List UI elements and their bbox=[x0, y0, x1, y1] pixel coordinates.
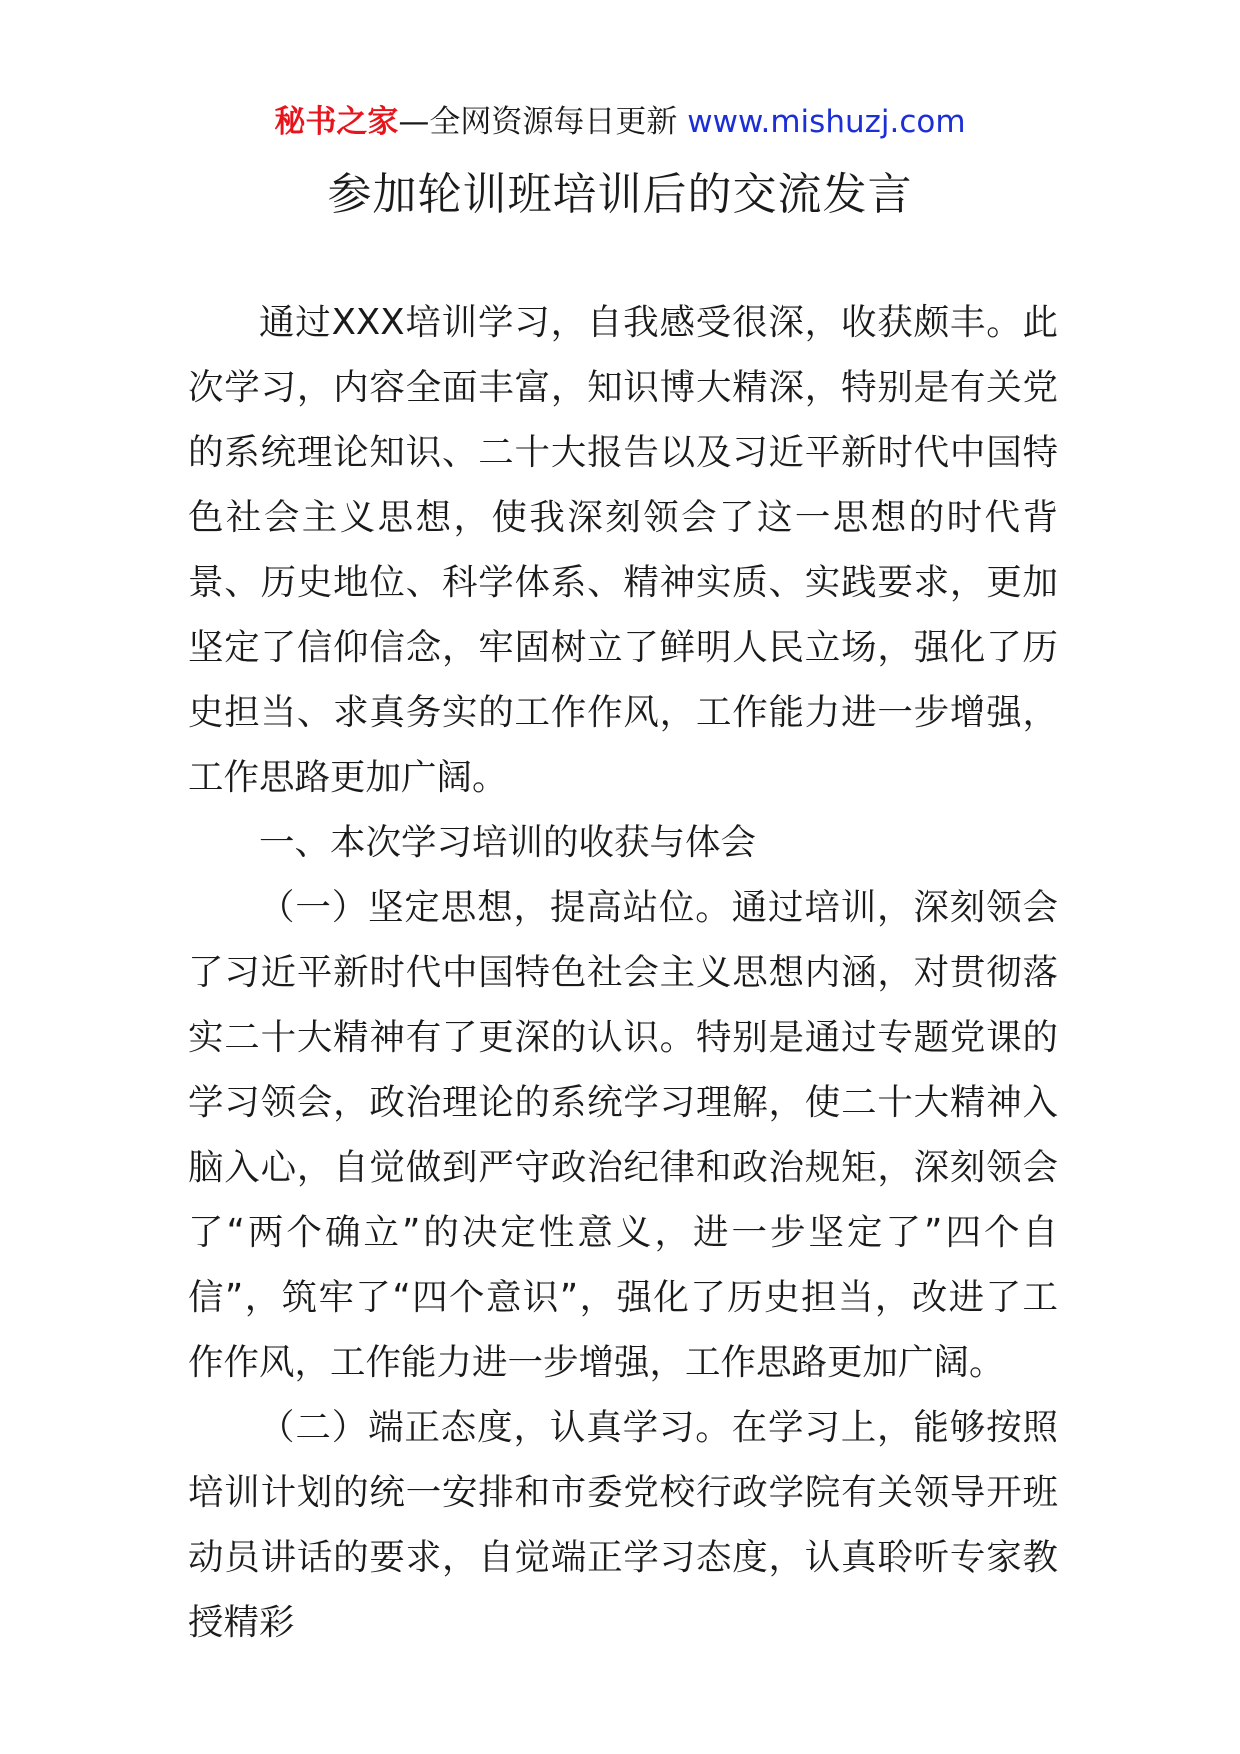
paragraph-point-one: （一）坚定思想，提高站位。通过培训，深刻领会了习近平新时代中国特色社会主义思想内涵，对贯彻落实二十大精神有了更深的认识。特别是通过专题党课的学习领会，政治理论的系统学习理解，使二十大精神入脑入心，自觉做到严守政治纪律和政治规矩，深刻领会了“两个确立”的决定性意义，进一步坚定了”四个自信”，筑牢了“四个意识”，强化了历史担当，改进了工作作风，工作能力进一步增强，工作思路更加广阔。 bbox=[188, 887, 1058, 1383]
paragraph-point-two: （二）端正态度，认真学习。在学习上，能够按照培训计划的统一安排和市委党校行政学院有关领导开班动员讲话的要求，自觉端正学习态度，认真聆听专家教授精彩 bbox=[188, 1407, 1058, 1643]
brand-name: 秘书之家 bbox=[274, 104, 399, 140]
paragraph-intro: 通过XXX培训学习，自我感受很深，收获颇丰。此次学习，内容全面丰富，知识博大精深，特别是有关党的系统理论知识、二十大报告以及习近平新时代中国特色社会主义思想，使我深刻领会了这一思想的时代背景、历史地位、科学体系、精神实质、实践要求，更加坚定了信仰信念，牢固树立了鲜明人民立场，强化了历史担当、求真务实的工作作风，工作能力进一步增强，工作思路更加广阔。 bbox=[188, 302, 1058, 798]
section-heading: 一、本次学习培训的收获与体会 bbox=[259, 822, 757, 863]
site-url[interactable]: www.mishuzj.com bbox=[687, 104, 966, 140]
header-tagline: —全网资源每日更新 bbox=[398, 104, 688, 140]
document-body bbox=[188, 290, 1058, 1655]
document-title: 参加轮训班培训后的交流发言 bbox=[327, 169, 913, 220]
watermark-header bbox=[0, 100, 1240, 144]
